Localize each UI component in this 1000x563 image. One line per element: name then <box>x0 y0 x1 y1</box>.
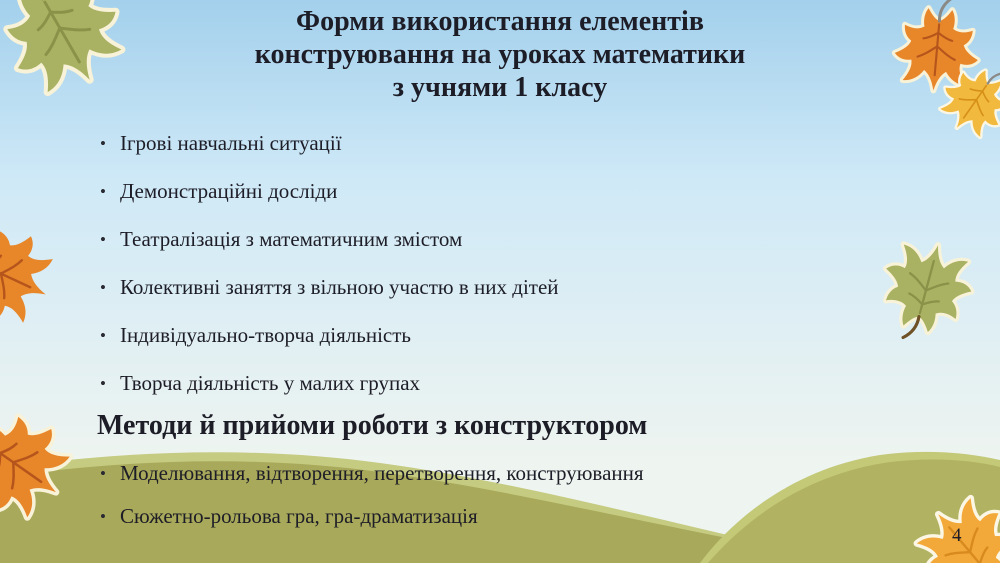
slide-title-line-3: з учнями 1 класу <box>392 72 608 103</box>
bullet-dot: • <box>100 230 106 249</box>
bullet-dot: • <box>100 326 106 345</box>
bullet-list <box>100 130 559 418</box>
page-number: 4 <box>952 525 962 546</box>
bullet-dot: • <box>100 182 106 201</box>
list-item <box>100 178 559 205</box>
list-item-text: Сюжетно-рольова гра, гра-драматизація <box>119 504 478 528</box>
bullet-dot: • <box>100 278 106 297</box>
list-item <box>100 460 644 487</box>
list-item-text: Колективні заняття з вільною участю в них дітей <box>119 275 559 299</box>
section-heading: Методи й прийоми роботи з конструктором <box>97 410 648 441</box>
list-item-text: Демонстраційні досліди <box>119 179 338 203</box>
list-item <box>100 226 559 253</box>
list-item <box>100 503 644 530</box>
list-item <box>100 274 559 301</box>
method-bullet-list <box>100 460 644 546</box>
list-item-text: Театралізація з математичним змістом <box>119 227 463 251</box>
list-item <box>100 322 559 349</box>
bullet-dot: • <box>100 374 106 393</box>
bullet-dot: • <box>100 464 106 483</box>
list-item-text: Моделювання, відтворення, перетворення, конструювання <box>119 461 644 485</box>
slide-title <box>0 5 1000 104</box>
bullet-dot: • <box>100 134 106 153</box>
list-item <box>100 370 559 397</box>
list-item <box>100 130 559 157</box>
list-item-text: Індивідуально-творча діяльність <box>119 323 411 347</box>
list-item-text: Творча діяльність у малих групах <box>119 371 421 395</box>
bullet-dot: • <box>100 507 106 526</box>
list-item-text: Ігрові навчальні ситуації <box>119 131 342 155</box>
slide-title-line-1: Форми використання елементів <box>296 6 704 37</box>
slide-title-line-2: конструювання на уроках математики <box>254 39 746 70</box>
